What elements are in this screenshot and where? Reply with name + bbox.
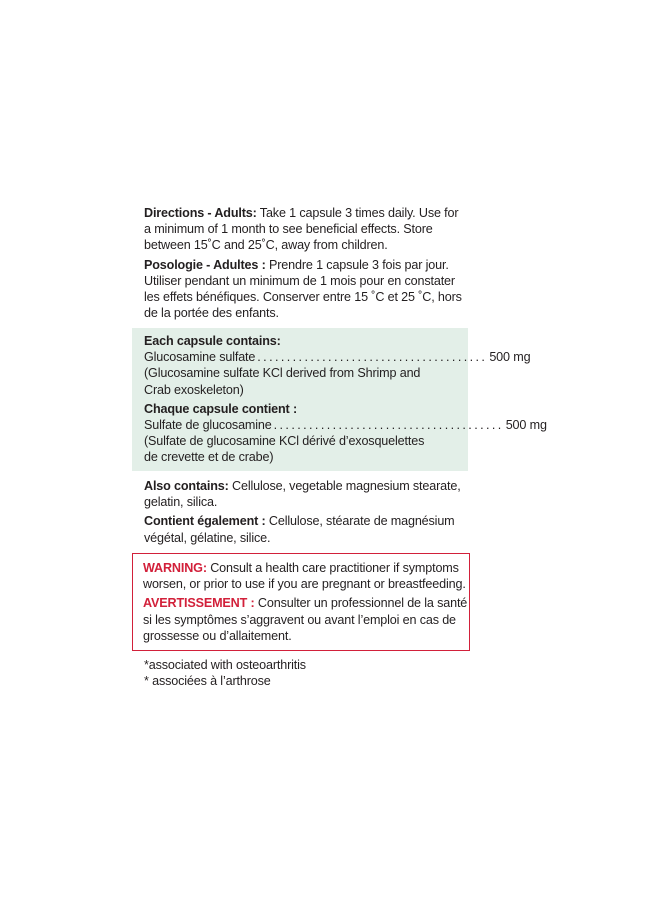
- directions-section: [132, 205, 468, 324]
- warning-en-text: Consult a health care practitioner if symptoms worsen, or prior to use if you are pregnant or breastfeeding.: [143, 561, 466, 592]
- warning-box: [132, 553, 470, 651]
- ingredient-en-amount: 500 mg: [489, 350, 531, 365]
- ingredients-en-heading: Each capsule contains:: [144, 334, 281, 348]
- also-contains-fr-text: Cellulose, stéarate de magnésium végétal, gélatine, silice.: [144, 514, 455, 545]
- warning-fr-heading: AVERTISSEMENT :: [143, 596, 255, 611]
- also-contains-en: [144, 478, 468, 510]
- directions-fr-heading: Posologie - Adultes :: [144, 257, 266, 272]
- directions-en-text: Take 1 capsule 3 times daily. Use for a minimum of 1 month to see beneficial effects. Store between 15˚C and 25˚C, away from children.: [144, 206, 459, 253]
- footnote-fr: * associées à l’arthrose: [144, 674, 271, 689]
- warning-fr-text: Consulter un professionnel de la santé si les symptômes s’aggravent ou avant l’emploi en cas de grossesse ou d’allaitement.: [143, 596, 468, 643]
- warning-en: [143, 560, 469, 592]
- footnotes: [132, 657, 468, 689]
- ingredients-panel: [132, 328, 547, 471]
- directions-en: [144, 205, 468, 254]
- also-contains-en-text: Cellulose, vegetable magnesium stearate, gelatin, silica.: [144, 479, 461, 510]
- directions-en-heading: Directions - Adults:: [144, 206, 257, 220]
- directions-fr-text: Prendre 1 capsule 3 fois par jour. Utiliser pendant un minimum de 1 mois pour en constater les effets bénéfiques. Conserver entre 15 ˚C et 25 ˚C, hors de la portée des enfants.: [144, 257, 462, 321]
- also-contains-section: [132, 478, 468, 549]
- dot-leader: .......................................: [273, 418, 504, 433]
- also-contains-fr: [144, 513, 468, 545]
- ingredient-en-name: Glucosamine sulfate: [144, 350, 256, 365]
- ingredient-fr-amount: 500 mg: [505, 418, 547, 433]
- footnote-en: *associated with osteoarthritis: [144, 658, 306, 672]
- ingredient-fr-name: Sulfate de glucosamine: [144, 418, 272, 433]
- ingredient-fr-note-2: de crevette et de crabe): [144, 450, 274, 465]
- also-contains-fr-heading: Contient également :: [144, 514, 266, 529]
- ingredient-en-note-1: (Glucosamine sulfate KCl derived from Shrimp and: [144, 366, 421, 381]
- warning-fr: [143, 595, 469, 644]
- directions-fr: [144, 257, 468, 322]
- ingredients-fr-heading: Chaque capsule contient :: [144, 401, 297, 416]
- ingredient-fr-note-1: (Sulfate de glucosamine KCl dérivé d’exosquelettes: [144, 434, 425, 449]
- ingredient-en-note-2: Crab exoskeleton): [144, 382, 244, 397]
- ingredient-row-fr: [144, 417, 547, 433]
- warning-en-heading: WARNING:: [143, 561, 207, 575]
- ingredient-row-en: [144, 349, 531, 365]
- dot-leader: .......................................: [257, 350, 488, 365]
- also-contains-en-heading: Also contains:: [144, 479, 229, 493]
